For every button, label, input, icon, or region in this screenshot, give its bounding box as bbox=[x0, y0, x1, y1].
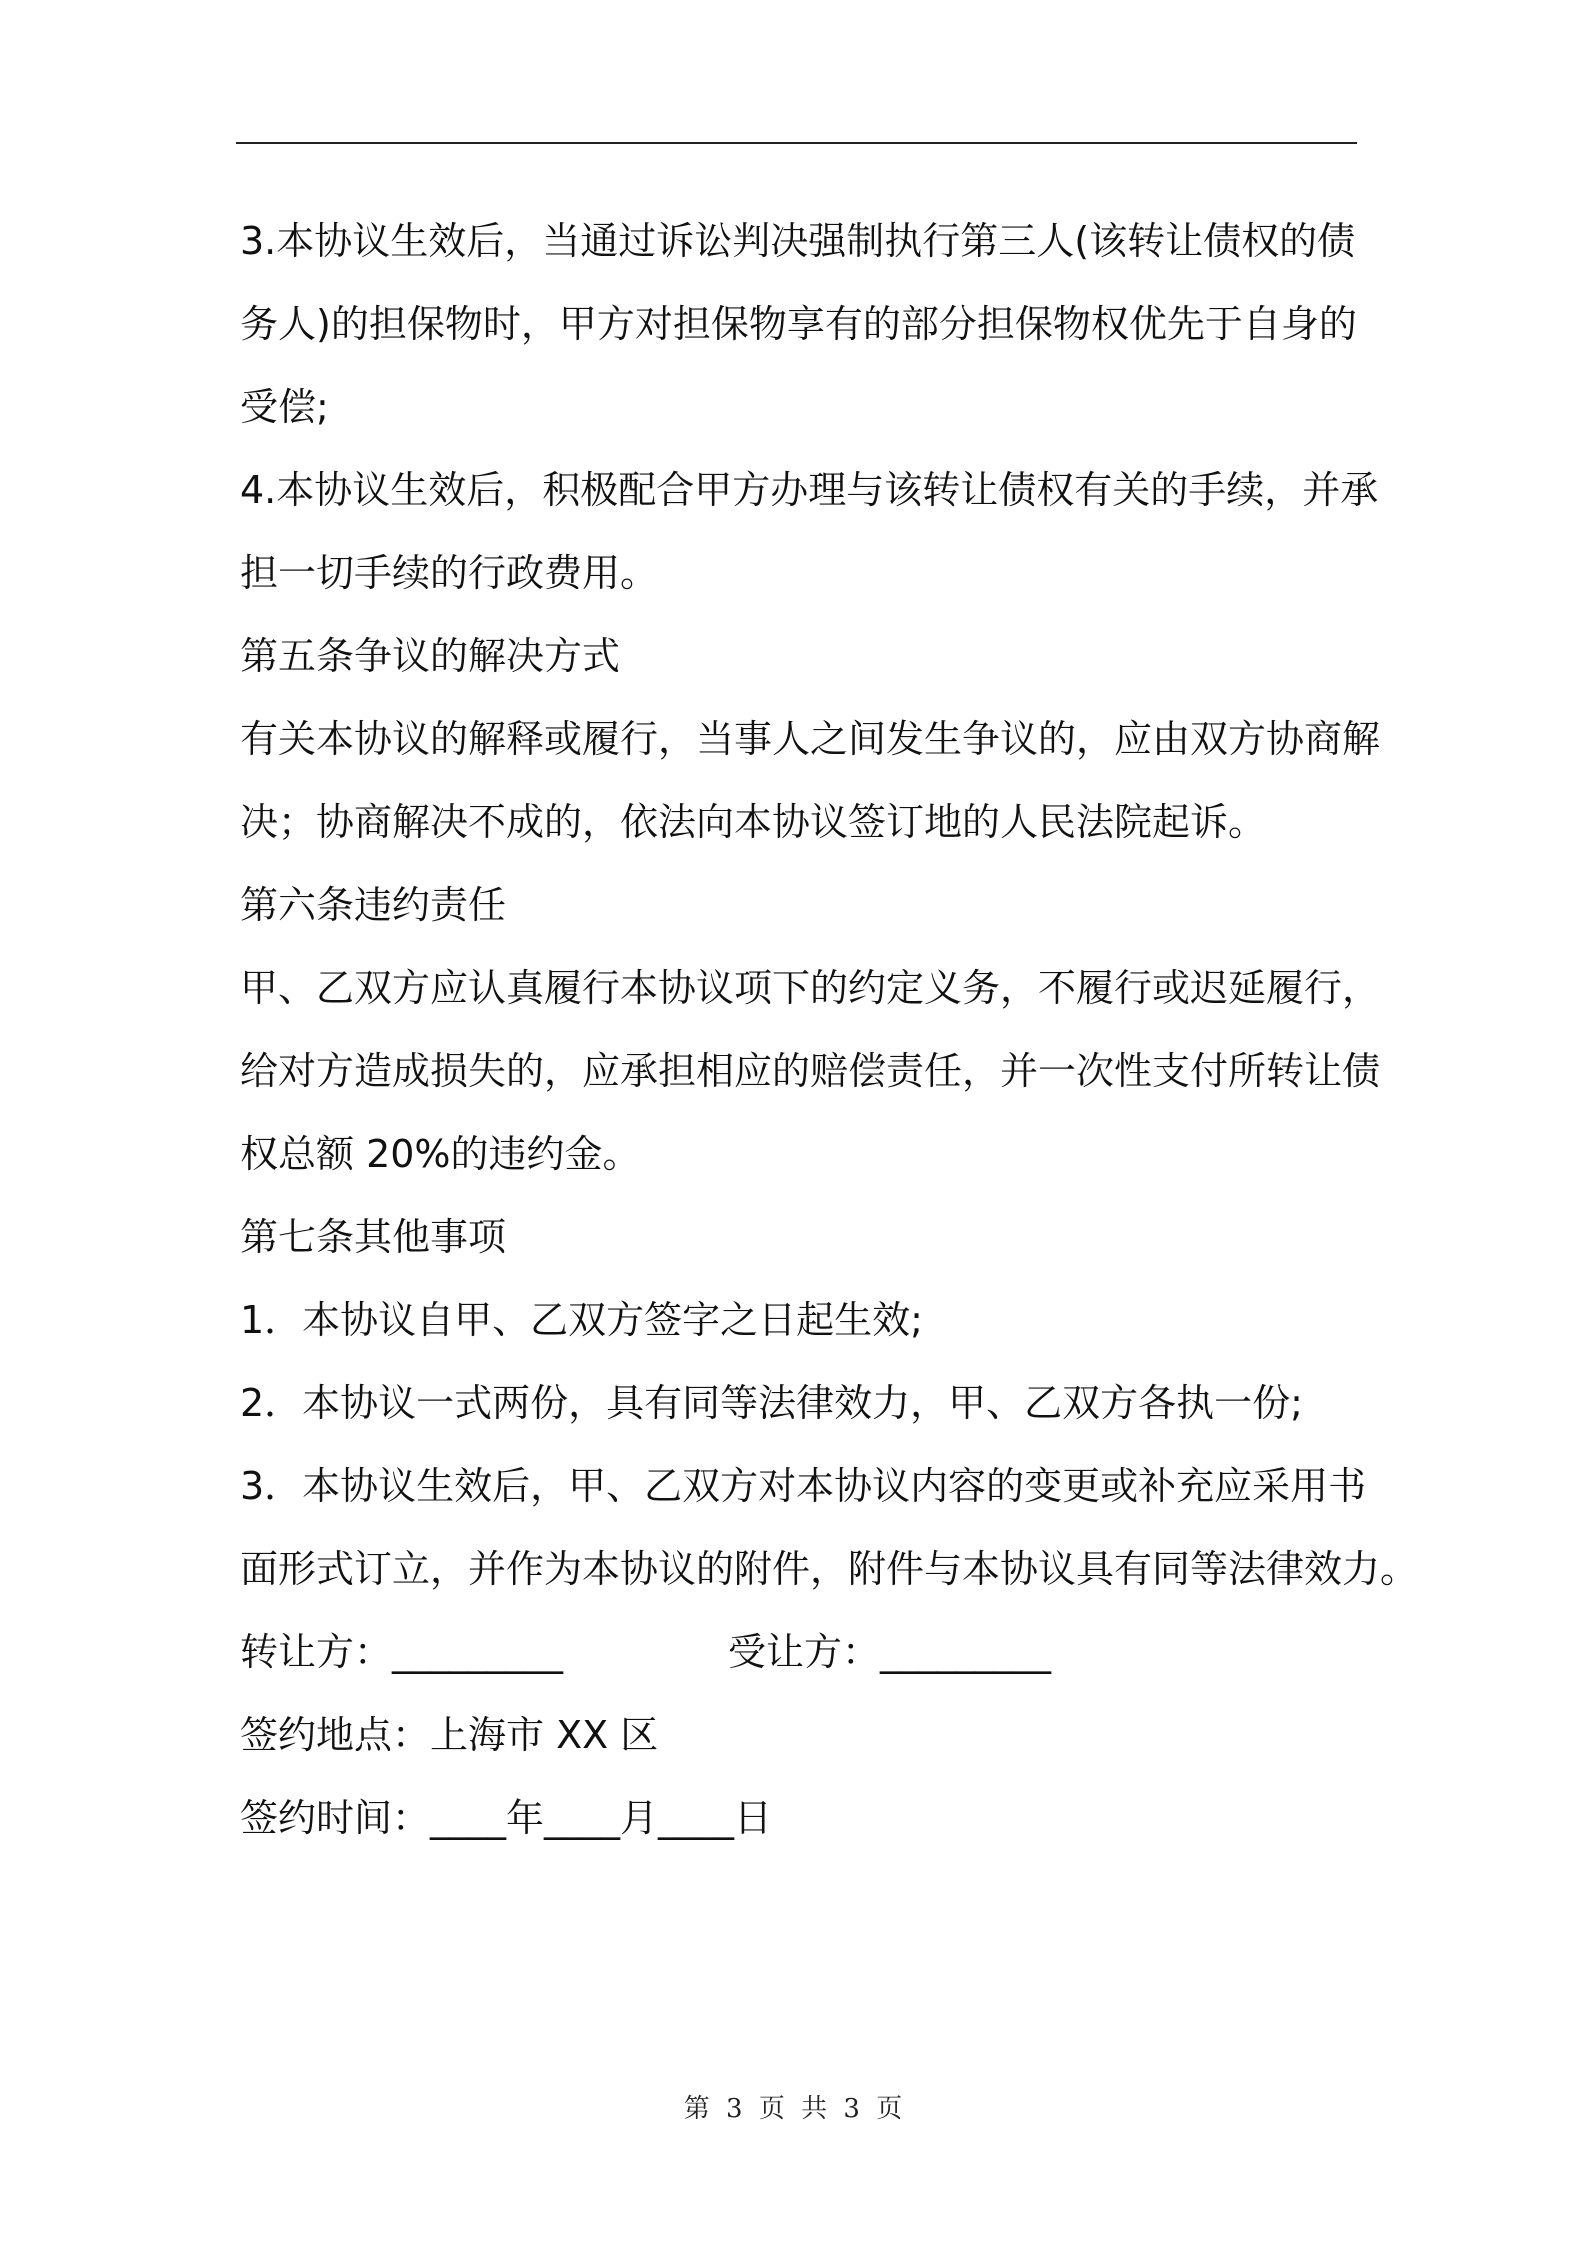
signature-parties-row bbox=[240, 1611, 1360, 1694]
paragraph-line: 1．本协议自甲、乙双方签字之日起生效; bbox=[240, 1298, 923, 1342]
paragraph-line: 担一切手续的行政费用。 bbox=[240, 551, 659, 595]
paragraph-line: 决；协商解决不成的，依法向本协议签订地的人民法院起诉。 bbox=[240, 800, 1267, 844]
signing-place: 签约地点：上海市 XX 区 bbox=[240, 1713, 659, 1757]
paragraph-line: 3．本协议生效后，甲、乙双方对本协议内容的变更或补充应采用书 bbox=[240, 1464, 1367, 1508]
paragraph-line: 面形式订立，并作为本协议的附件，附件与本协议具有同等法律效力。 bbox=[240, 1547, 1419, 1591]
paragraph-line: 4.本协议生效后，积极配合甲方办理与该转让债权有关的手续，并承 bbox=[240, 468, 1379, 512]
paragraph-line: 甲、乙双方应认真履行本协议项下的约定义务，不履行或迟延履行， bbox=[240, 966, 1381, 1010]
paragraph-line: 务人)的担保物时，甲方对担保物享有的部分担保物权优先于自身的 bbox=[240, 302, 1357, 346]
document-body bbox=[240, 200, 1419, 1860]
paragraph-line: 3.本协议生效后，当通过诉讼判决强制执行第三人(该转让债权的债 bbox=[240, 219, 1356, 263]
paragraph-line: 受偿; bbox=[240, 385, 329, 429]
section-heading: 第七条其他事项 bbox=[240, 1215, 507, 1259]
paragraph-line: 2．本协议一式两份，具有同等法律效力，甲、乙双方各执一份; bbox=[240, 1381, 1303, 1425]
header-rule bbox=[236, 142, 1357, 144]
section-heading: 第六条违约责任 bbox=[240, 883, 507, 927]
paragraph-line: 权总额 20%的违约金。 bbox=[240, 1132, 641, 1176]
transferee-signature-line: 受让方：_________ bbox=[728, 1630, 1052, 1674]
page-number: 第 3 页 共 3 页 bbox=[683, 2094, 903, 2124]
paragraph-line: 有关本协议的解释或履行，当事人之间发生争议的，应由双方协商解 bbox=[240, 717, 1381, 761]
transferor-signature-line: 转让方：_________ bbox=[240, 1630, 564, 1674]
signing-date: 签约时间：____年____月____日 bbox=[240, 1796, 773, 1840]
paragraph-line: 给对方造成损失的，应承担相应的赔偿责任，并一次性支付所转让债 bbox=[240, 1049, 1381, 1093]
section-heading: 第五条争议的解决方式 bbox=[240, 634, 621, 678]
